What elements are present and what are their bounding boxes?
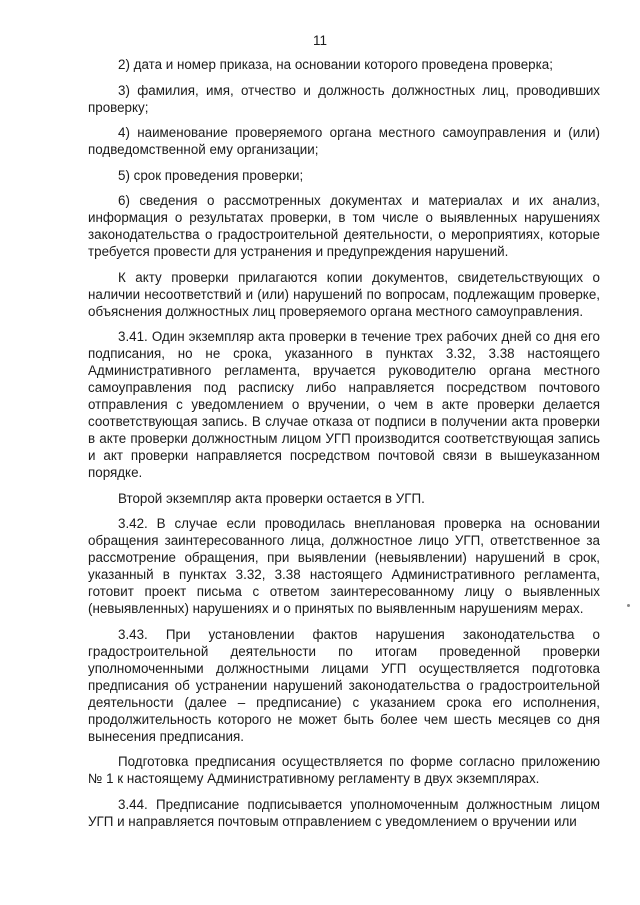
paragraph-attachments: К акту проверки прилагаются копии документов, свидетельствующих о наличии несоответствий и (или) нарушений по вопросам, подлежащим проверке, объяснения должностных лиц проверяемого органа местного самоуправления. [88, 269, 600, 319]
list-item-inspection-period: 5) срок проведения проверки; [118, 167, 304, 183]
page-number: 11 [312, 33, 327, 48]
scan-speck [627, 604, 630, 607]
clause-3-41: 3.41. Один экземпляр акта проверки в течение трех рабочих дней со дня его подписания, но не срока, указанного в пунктах 3.32, 3.38 настоящего Административного регламента, вручается руководителю органа местного самоуправления под расписку либо направляется посредством почтового отправления с уведомлением о вручении, о чем в акте проверки делается соответствующая запись. В случае отказа от подписи в получении акта проверки в акте проверки должностным лицом УГП производится соответствующая запись и акт проверки направляется посредством почтовой связи в вышеуказанном порядке. [88, 329, 600, 480]
clause-3-43: 3.43. При установлении фактов нарушения законодательства о градостроительной деятельности по итогам проведенной проверки уполномоченными должностными лицами УГП осуществляется подготовка предписания об устранении нарушений законодательства о градостроительной деятельности (далее – предписание) с указанием срока его исполнения, продолжительность которого не может быть более чем шесть месяцев со дня вынесения предписания. [88, 626, 600, 744]
list-item-inspectors: 3) фамилия, имя, отчество и должность должностных лиц, проводивших проверку; [88, 82, 600, 115]
list-item-inspection-results: 6) сведения о рассмотренных документах и материалах и их анализ, информация о результатах проверки, в том числе о выявленных нарушениях законодательства о градостроительной деятельности, о мероприятиях, которые требуется провести для устранения и предупреждения нарушений. [88, 193, 600, 259]
paragraph-second-copy: Второй экземпляр акта проверки остается в УГП. [118, 490, 425, 506]
list-item-inspected-body: 4) наименование проверяемого органа местного самоуправления и (или) подведомственной ему организации; [88, 125, 600, 157]
clause-3-42: 3.42. В случае если проводилась внеплановая проверка на основании обращения заинтересованного лица, должностное лицо УГП, ответственное за рассмотрение обращения, при выявлении (невыявлении) нарушений в срок, указанный в пунктах 3.32, 3.38 настоящего Административного регламента, готовит проект письма с ответом заинтересованному лицу о выявленных (невыявленных) нарушениях и о принятых по выявленным нарушениям мерах. [88, 516, 600, 616]
paragraph-prescription-form: Подготовка предписания осуществляется по форме согласно приложению № 1 к настоящему Административному регламенту в двух экземплярах. [88, 754, 600, 786]
document-body [88, 56, 600, 838]
list-item-date-order: 2) дата и номер приказа, на основании которого проведена проверка; [118, 57, 553, 72]
clause-3-44: 3.44. Предписание подписывается уполномоченным должностным лицом УГП и направляется почтовым отправлением с уведомлением о вручении или [88, 796, 600, 829]
